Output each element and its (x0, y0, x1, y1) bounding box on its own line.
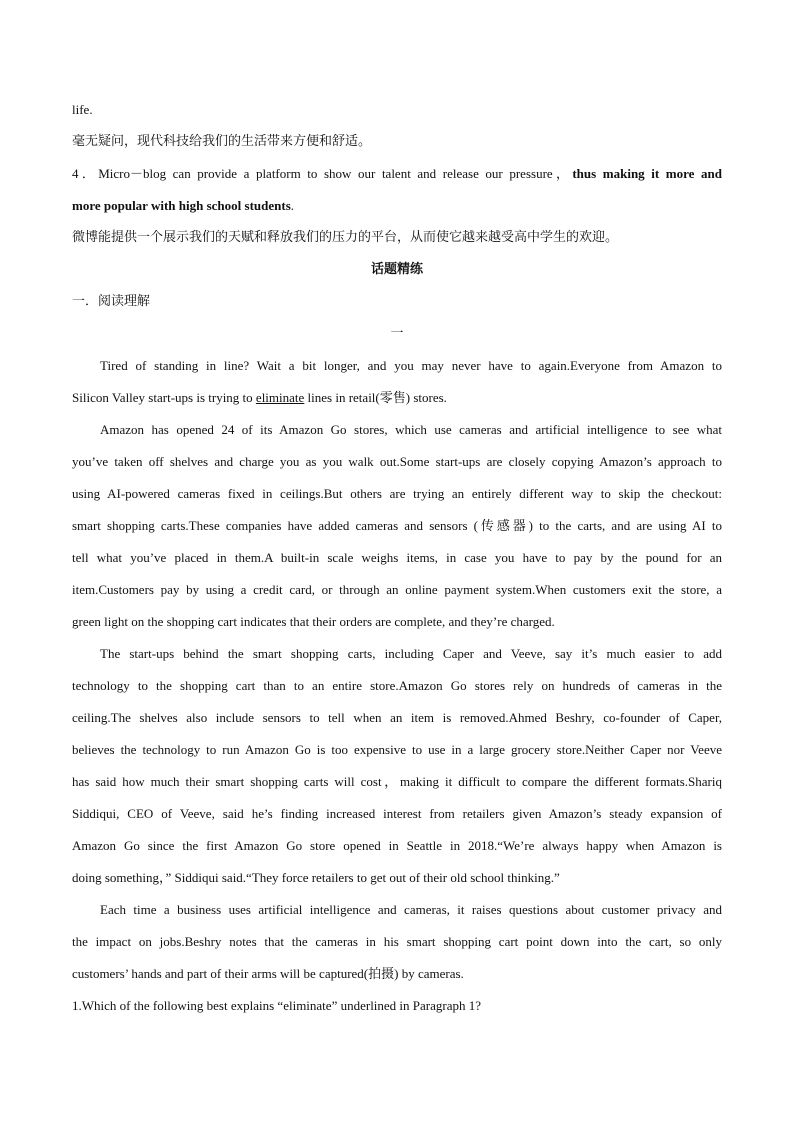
paragraph-3-line: believes the technology to run Amazon Go is too expensive to use in a large grocery store.Neither Caper nor Veeve (72, 742, 722, 757)
text-span: Silicon Valley start-ups is trying to (72, 390, 256, 405)
text-span: lines in retail(零售) stores. (304, 390, 447, 405)
example-number: 4． (72, 166, 99, 181)
passage-label: 一 (390, 326, 404, 341)
section-title: 话题精练 (370, 262, 423, 277)
example-bold-text: thus making it more and (572, 166, 722, 181)
paragraph-3-line: Siddiqui, CEO of Veeve, said he’s finding increased interest from retailers given Amazon’s steady expansion of (72, 806, 722, 821)
paragraph-3-line: Amazon Go since the first Amazon Go store opened in Seattle in 2018.“We’re always happy when Amazon is (72, 838, 722, 853)
paragraph-3-line: The start-ups behind the smart shopping carts, including Caper and Veeve, say it’s much easier to add (100, 646, 722, 661)
example-4-cont (72, 194, 722, 226)
example-4 (72, 162, 722, 194)
paragraph-3-line: has said how much their smart shopping carts will cost，making it difficult to compare the different formats.Shariq (72, 774, 722, 789)
paragraph-4-line: Each time a business uses artificial intelligence and cameras, it raises questions about customer privacy and (100, 902, 722, 917)
underlined-word: eliminate (255, 390, 305, 405)
example-text: Micro－blog can provide a platform to show our talent and release our pressure， (98, 166, 573, 181)
paragraph-2-line: smart shopping carts.These companies have added cameras and sensors (传感器) to the carts, and are using AI to (72, 518, 722, 533)
example-4-translation: 微博能提供一个展示我们的天赋和释放我们的压力的平台，从而使它越来越受高中学生的欢迎。 (72, 230, 619, 245)
document-page (72, 98, 722, 1026)
paragraph-2-line: Amazon has opened 24 of its Amazon Go stores, which use cameras and artificial intelligence to see what (100, 422, 722, 437)
paragraph-3-line: technology to the shopping cart than to an entire store.Amazon Go stores rely on hundreds of cameras in the (72, 678, 722, 693)
paragraph-3-line: doing something，” Siddiqui said.“They force retailers to get out of their old school thinking.” (72, 870, 560, 885)
paragraph-4-line: the impact on jobs.Beshry notes that the cameras in his smart shopping cart point down into the cart, so only (72, 934, 722, 949)
paragraph-2-line: green light on the shopping cart indicates that their orders are complete, and they’re charged. (72, 614, 555, 629)
paragraph-2-line: tell what you’ve placed in them.A built-in scale weighs items, in case you have to pay by the pound for an (72, 550, 722, 565)
example-bold-cont: more popular with high school students (72, 198, 291, 213)
paragraph-2-line: item.Customers pay by using a credit card, or through an online payment system.When customers exit the store, a (72, 582, 722, 597)
intro-translation: 毫无疑问，现代科技给我们的生活带来方便和舒适。 (72, 134, 372, 149)
paragraph-2-line: using AI-powered cameras fixed in ceilings.But others are trying an entirely different way to skip the checkout: (72, 486, 722, 501)
intro-line: life. (72, 102, 93, 117)
paragraph-1-line: Tired of standing in line? Wait a bit longer, and you may never have to again.Everyone from Amazon to (100, 358, 722, 373)
paragraph-1-line (72, 386, 722, 418)
paragraph-3-line: ceiling.The shelves also include sensors to tell when an item is removed.Ahmed Beshry, co-founder of Caper, (72, 710, 722, 725)
example-period: . (290, 198, 295, 213)
part-label: 一．阅读理解 (72, 294, 151, 309)
paragraph-2-line: you’ve taken off shelves and charge you as you walk out.Some start-ups are closely copying Amazon’s approach to (72, 454, 722, 469)
paragraph-4-line: customers’ hands and part of their arms will be captured(拍摄) by cameras. (72, 966, 464, 981)
question-1: 1.Which of the following best explains “eliminate” underlined in Paragraph 1? (72, 998, 482, 1013)
